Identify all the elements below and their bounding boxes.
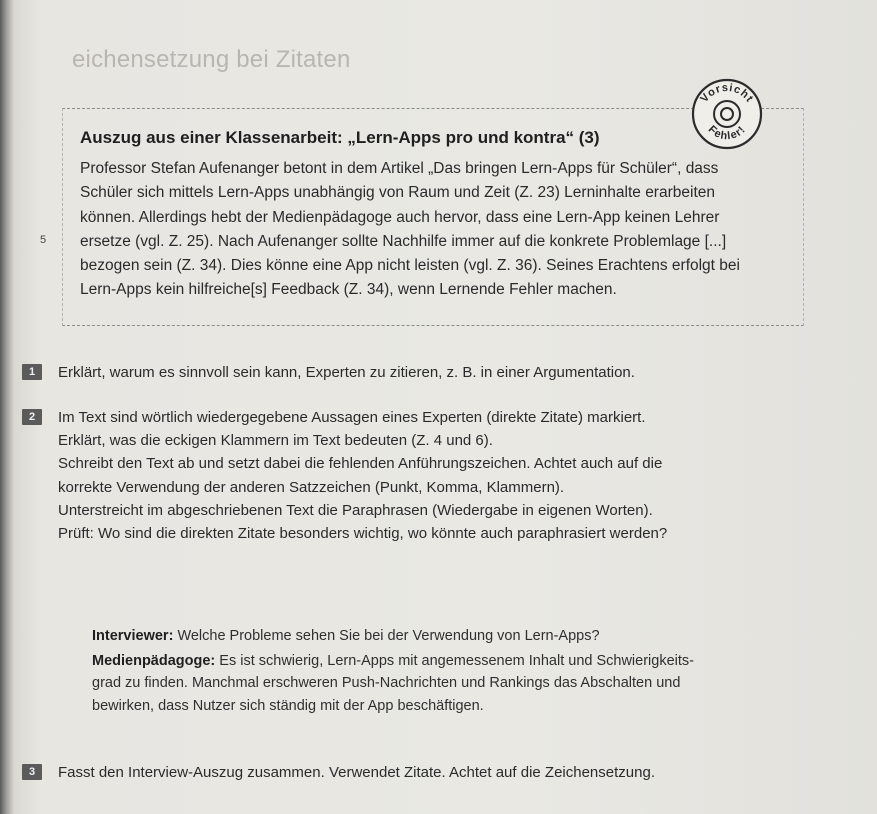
interviewer-text: Welche Probleme sehen Sie bei der Verwendung von Lern-Apps? xyxy=(177,628,600,644)
stamp-bottom-text: Fehler! xyxy=(705,123,749,143)
interview-answer xyxy=(92,650,772,718)
task-line: Im Text sind wörtlich wiedergegebene Aussagen eines Experten (direkte Zitate) markiert. xyxy=(58,409,646,426)
excerpt-line: ersetze (vgl. Z. 25). Nach Aufenanger sollte Nachhilfe immer auf die konkrete Problemlage [...] xyxy=(80,232,727,250)
task-line: Erklärt, warum es sinnvoll sein kann, Experten zu zitieren, z. B. in einer Argumentation. xyxy=(58,364,635,381)
task-line: Fasst den Interview-Auszug zusammen. Verwendet Zitate. Achtet auf die Zeichensetzung. xyxy=(58,764,655,781)
expert-line: grad zu finden. Manchmal erschweren Push-Nachrichten und Rankings das Abschalten und xyxy=(92,675,681,691)
warning-stamp-icon xyxy=(691,78,763,150)
task-line: Prüft: Wo sind die direkten Zitate besonders wichtig, wo könnte auch paraphrasiert werden? xyxy=(58,525,668,543)
task-number-badge: 1 xyxy=(22,364,42,380)
excerpt-text xyxy=(80,157,770,303)
task-line: Schreibt den Text ab und setzt dabei die fehlenden Anführungszeichen. Achtet auch auf die xyxy=(58,455,663,473)
line-number: 5 xyxy=(40,234,47,246)
task-text xyxy=(58,361,635,384)
task-text xyxy=(58,406,667,545)
interview-question xyxy=(92,625,772,648)
excerpt-title: Auszug aus einer Klassenarbeit: „Lern-Apps pro und kontra“ (3) xyxy=(80,128,600,147)
task-line: Erklärt, was die eckigen Klammern im Text bedeuten (Z. 4 und 6). xyxy=(58,432,493,450)
expert-line: bewirken, dass Nutzer sich ständig mit der App beschäftigen. xyxy=(92,697,484,714)
excerpt-line: bezogen sein (Z. 34). Dies könne eine App nicht leisten (vgl. Z. 36). Seines Erachtens erfolgt bei xyxy=(80,257,740,275)
excerpt-line: Professor Stefan Aufenanger betont in dem Artikel „Das bringen Lern-Apps für Schüler“, dass xyxy=(80,160,719,177)
task-text xyxy=(58,761,655,784)
expert-label: Medienpädagoge: xyxy=(92,652,216,669)
task-line: korrekte Verwendung der anderen Satzzeichen (Punkt, Komma, Klammern). xyxy=(58,478,565,496)
excerpt-line: können. Allerdings hebt der Medienpädagoge auch hervor, dass eine Lern-App keinen Lehrer xyxy=(80,208,720,226)
interview-excerpt xyxy=(92,625,772,717)
task-1 xyxy=(22,361,635,384)
task-number-badge: 3 xyxy=(22,764,42,780)
expert-line: Es ist schwierig, Lern-Apps mit angemessenem Inhalt und Schwierigkeits- xyxy=(219,652,694,669)
task-number-badge: 2 xyxy=(22,409,42,425)
task-3 xyxy=(22,761,655,784)
excerpt-line: Lern-Apps kein hilfreiche[s] Feedback (Z. 34), wenn Lernende Fehler machen. xyxy=(80,281,617,299)
interviewer-label: Interviewer: xyxy=(92,628,174,644)
stamp-top-text: Vorsicht xyxy=(698,81,756,105)
section-heading: eichensetzung bei Zitaten xyxy=(72,46,351,73)
excerpt-line: Schüler sich mittels Lern-Apps unabhängig von Raum und Zeit (Z. 23) Lerninhalte erarbeiten xyxy=(80,184,715,202)
task-line: Unterstreicht im abgeschriebenen Text die Paraphrasen (Wiedergabe in eigenen Worten). xyxy=(58,501,653,519)
task-2 xyxy=(22,406,667,545)
